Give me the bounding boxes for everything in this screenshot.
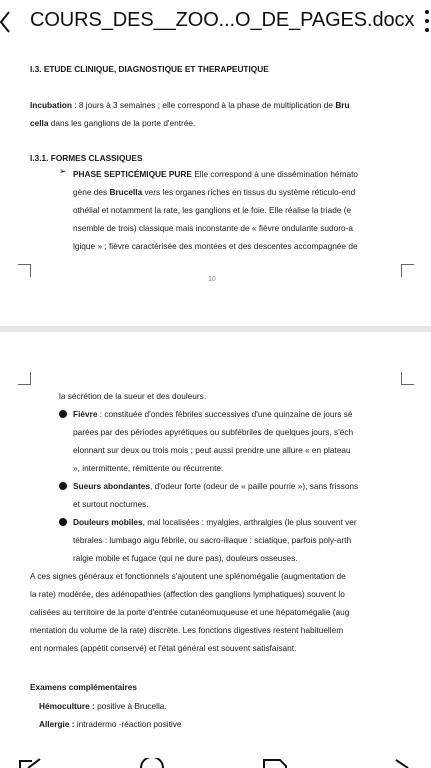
document-title: COURS_DES__ZOO...O_DE_PAGES.docx [30,9,415,31]
arrow-bullet-icon: ➢ [59,166,67,176]
fievre-line-1 [73,405,352,423]
douleurs-line-1 [73,513,357,531]
page-corner-mark [18,372,31,385]
phase-line-5: lgique » ; fièvre caractérisée des montées et des descentes accompagnée de [73,241,358,251]
page-number: 10 [208,276,216,283]
document-view-icon[interactable] [262,758,288,768]
paragraph-line-2: la rate) modérée, des adénopathies (affection des ganglions lymphatiques) souvent lo [30,589,345,599]
document-page-1 [0,50,431,326]
incubation-text: : 8 jours à 3 semaines ; elle correspond à la phase de multiplication de [71,100,336,110]
allergie-text: intradermo -réaction positive [74,719,182,729]
paragraph-line-1: A ces signes généraux et fonctionnels s'ajoutent une splénomégalie (augmentation de [30,571,346,581]
allergie-label: Allergie : [39,719,75,729]
hemoculture-label: Hémoculture : [39,701,95,711]
phase-line-2 [73,183,355,201]
fievre-line-4: », intermittente, rémittente ou récurrente. [73,463,224,473]
douleurs-line-3: ralgie mobile et fugace (qui ne dure pas), douleurs osseuses. [73,553,298,563]
phase-line-4: nsemble de trois) classique mais inconstante de « fièvre ondulante sudoro-a [73,223,353,233]
hemoculture-text: positive à Brucella. [94,701,167,711]
phase-label: PHASE SEPTICÉMIQUE PURE [73,169,192,179]
bullet-dot-icon [59,518,67,526]
brucella-bold: Brucella [109,187,143,197]
phase-text: vers les organes riches en tissus du système réticulo-end [142,187,356,197]
phase-text: Elle correspond à une dissémination hémato [191,169,358,179]
share-icon[interactable] [392,758,412,768]
hemoculture-line [39,697,167,715]
brucella-part-2: cella [30,118,49,128]
edit-icon[interactable] [18,758,44,768]
brucella-part-1: Bru [335,100,350,110]
paragraph-line-3: calisées au territoire de la porte d'entrée cutanéomuqueuse et une hépatomégalie (aug [30,607,350,617]
fievre-line-3: elonnant sur deux ou trois mois ; peut aussi prendre une allure « en plateau [73,445,351,455]
top-app-bar [0,0,431,46]
page-corner-mark [18,264,31,277]
more-options-icon[interactable] [422,10,431,36]
page-corner-mark [401,372,414,385]
phase-text: gène des [73,187,110,197]
page-corner-mark [401,264,414,277]
search-icon[interactable] [138,758,166,768]
exams-heading: Examens complémentaires [30,682,137,692]
sueurs-text: , d'odeur forte (odeur de « paille pourrie »), sans frissons [150,481,359,491]
incubation-line-1 [30,96,350,114]
incubation-label: Incubation [30,100,72,110]
phase-line-1 [73,165,358,183]
incubation-text-2: dans les ganglions de la porte d'entrée. [48,118,196,128]
bullet-dot-icon [59,410,67,418]
fievre-text: : constituée d'ondes fébriles successives d'une quinzaine de jours sé [97,409,353,419]
douleurs-line-2: tébrales : lumbago aigu fébrile, ou sacro-iliaque : sciatique, parfois poly-arth [73,535,352,545]
sueurs-line-2: et surtout nocturnes. [73,499,149,509]
fievre-line-2: parées par des périodes apyrétiques ou subfébriles de quelques jours, s'éch [73,427,354,437]
paragraph-line-5: ent normales (appétit conservé) et l'état général est souvent satisfaisant. [30,643,297,653]
douleurs-text: , mal localisées : myalgies, arthralgies (le plus souvent ver [142,517,357,527]
bottom-toolbar [0,750,431,768]
incubation-line-2 [30,114,195,132]
document-page-2 [0,332,431,748]
sueurs-label: Sueurs abondantes [73,481,150,491]
sueurs-line-1 [73,477,358,495]
allergie-line [39,715,182,733]
fievre-label: Fièvre [73,409,98,419]
subheading: I.3.1. FORMES CLASSIQUES [30,153,143,163]
paragraph-line-4: mentation du volume de la rate) discrète. Les fonctions digestives restent habituellem [30,625,344,635]
back-arrow-icon[interactable] [0,11,10,33]
section-heading: I.3. ETUDE CLINIQUE, DIAGNOSTIQUE ET THERAPEUTIQUE [30,64,269,74]
bullet-dot-icon [59,482,67,490]
continuation-line: la sécrétion de la sueur et des douleurs. [59,391,207,401]
douleurs-label: Douleurs mobiles [73,517,143,527]
phase-line-3: othélial et notamment la rate, les ganglions et le foie. Elle réalise la triade (e [73,205,352,215]
